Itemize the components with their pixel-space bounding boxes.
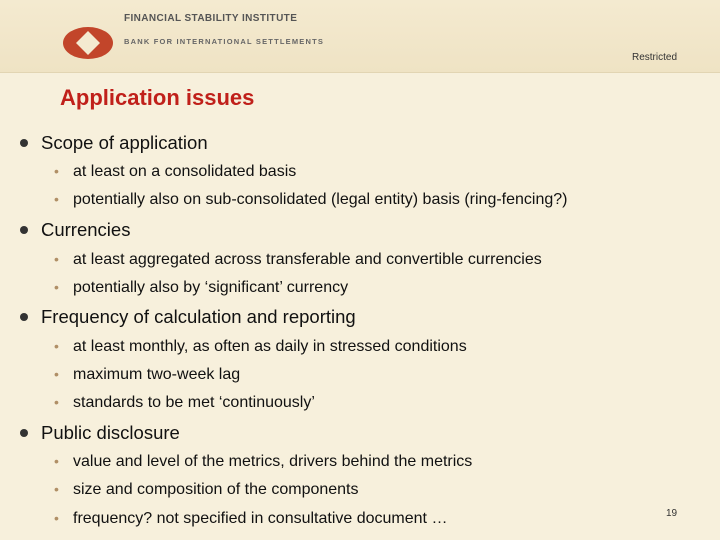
sub-bullet-dot-icon: • — [54, 191, 59, 207]
sub-bullet-text: potentially also on sub-consolidated (legal entity) basis (ring-fencing?) — [73, 191, 568, 208]
bullet-text: Public disclosure — [41, 422, 180, 443]
sub-bullet-text: frequency? not specified in consultative document … — [73, 510, 448, 527]
org-subtitle: BANK FOR INTERNATIONAL SETTLEMENTS — [124, 37, 325, 46]
sub-bullet-dot-icon: • — [54, 394, 59, 410]
sub-bullet-dot-icon: • — [54, 338, 59, 354]
org-name: FINANCIAL STABILITY INSTITUTE — [124, 13, 298, 24]
sub-bullet-text: at least aggregated across transferable and convertible currencies — [73, 251, 542, 268]
sub-bullet-text: at least on a consolidated basis — [73, 163, 297, 180]
sub-bullet-dot-icon: • — [54, 251, 59, 267]
sub-bullet-dot-icon: • — [54, 163, 59, 179]
sub-bullet-text: maximum two-week lag — [73, 366, 241, 383]
sub-bullet-text: potentially also by ‘significant’ currency — [73, 279, 349, 296]
slide-title: Application issues — [60, 85, 255, 110]
sub-bullet-dot-icon: • — [54, 453, 59, 469]
sub-bullet-dot-icon: • — [54, 366, 59, 382]
bullet-dot-icon — [20, 226, 28, 234]
sub-bullet-dot-icon: • — [54, 279, 59, 295]
sub-bullet-dot-icon: • — [54, 510, 59, 526]
sub-bullet-dot-icon: • — [54, 481, 59, 497]
bullet-text: Currencies — [41, 219, 131, 240]
page-number: 19 — [666, 508, 678, 519]
bullet-dot-icon — [20, 139, 28, 147]
sub-bullet-text: value and level of the metrics, drivers behind the metrics — [73, 453, 473, 470]
slide-header — [0, 0, 720, 73]
sub-bullet-text: at least monthly, as often as daily in stressed conditions — [73, 338, 467, 355]
sub-bullet-text: standards to be met ‘continuously’ — [73, 394, 315, 411]
bullet-text: Scope of application — [41, 132, 208, 153]
bullet-text: Frequency of calculation and reporting — [41, 306, 356, 327]
sub-bullet-text: size and composition of the components — [73, 481, 359, 498]
bullet-dot-icon — [20, 313, 28, 321]
restricted-label: Restricted — [631, 52, 677, 63]
bullet-dot-icon — [20, 429, 28, 437]
bis-logo-icon — [62, 26, 114, 60]
